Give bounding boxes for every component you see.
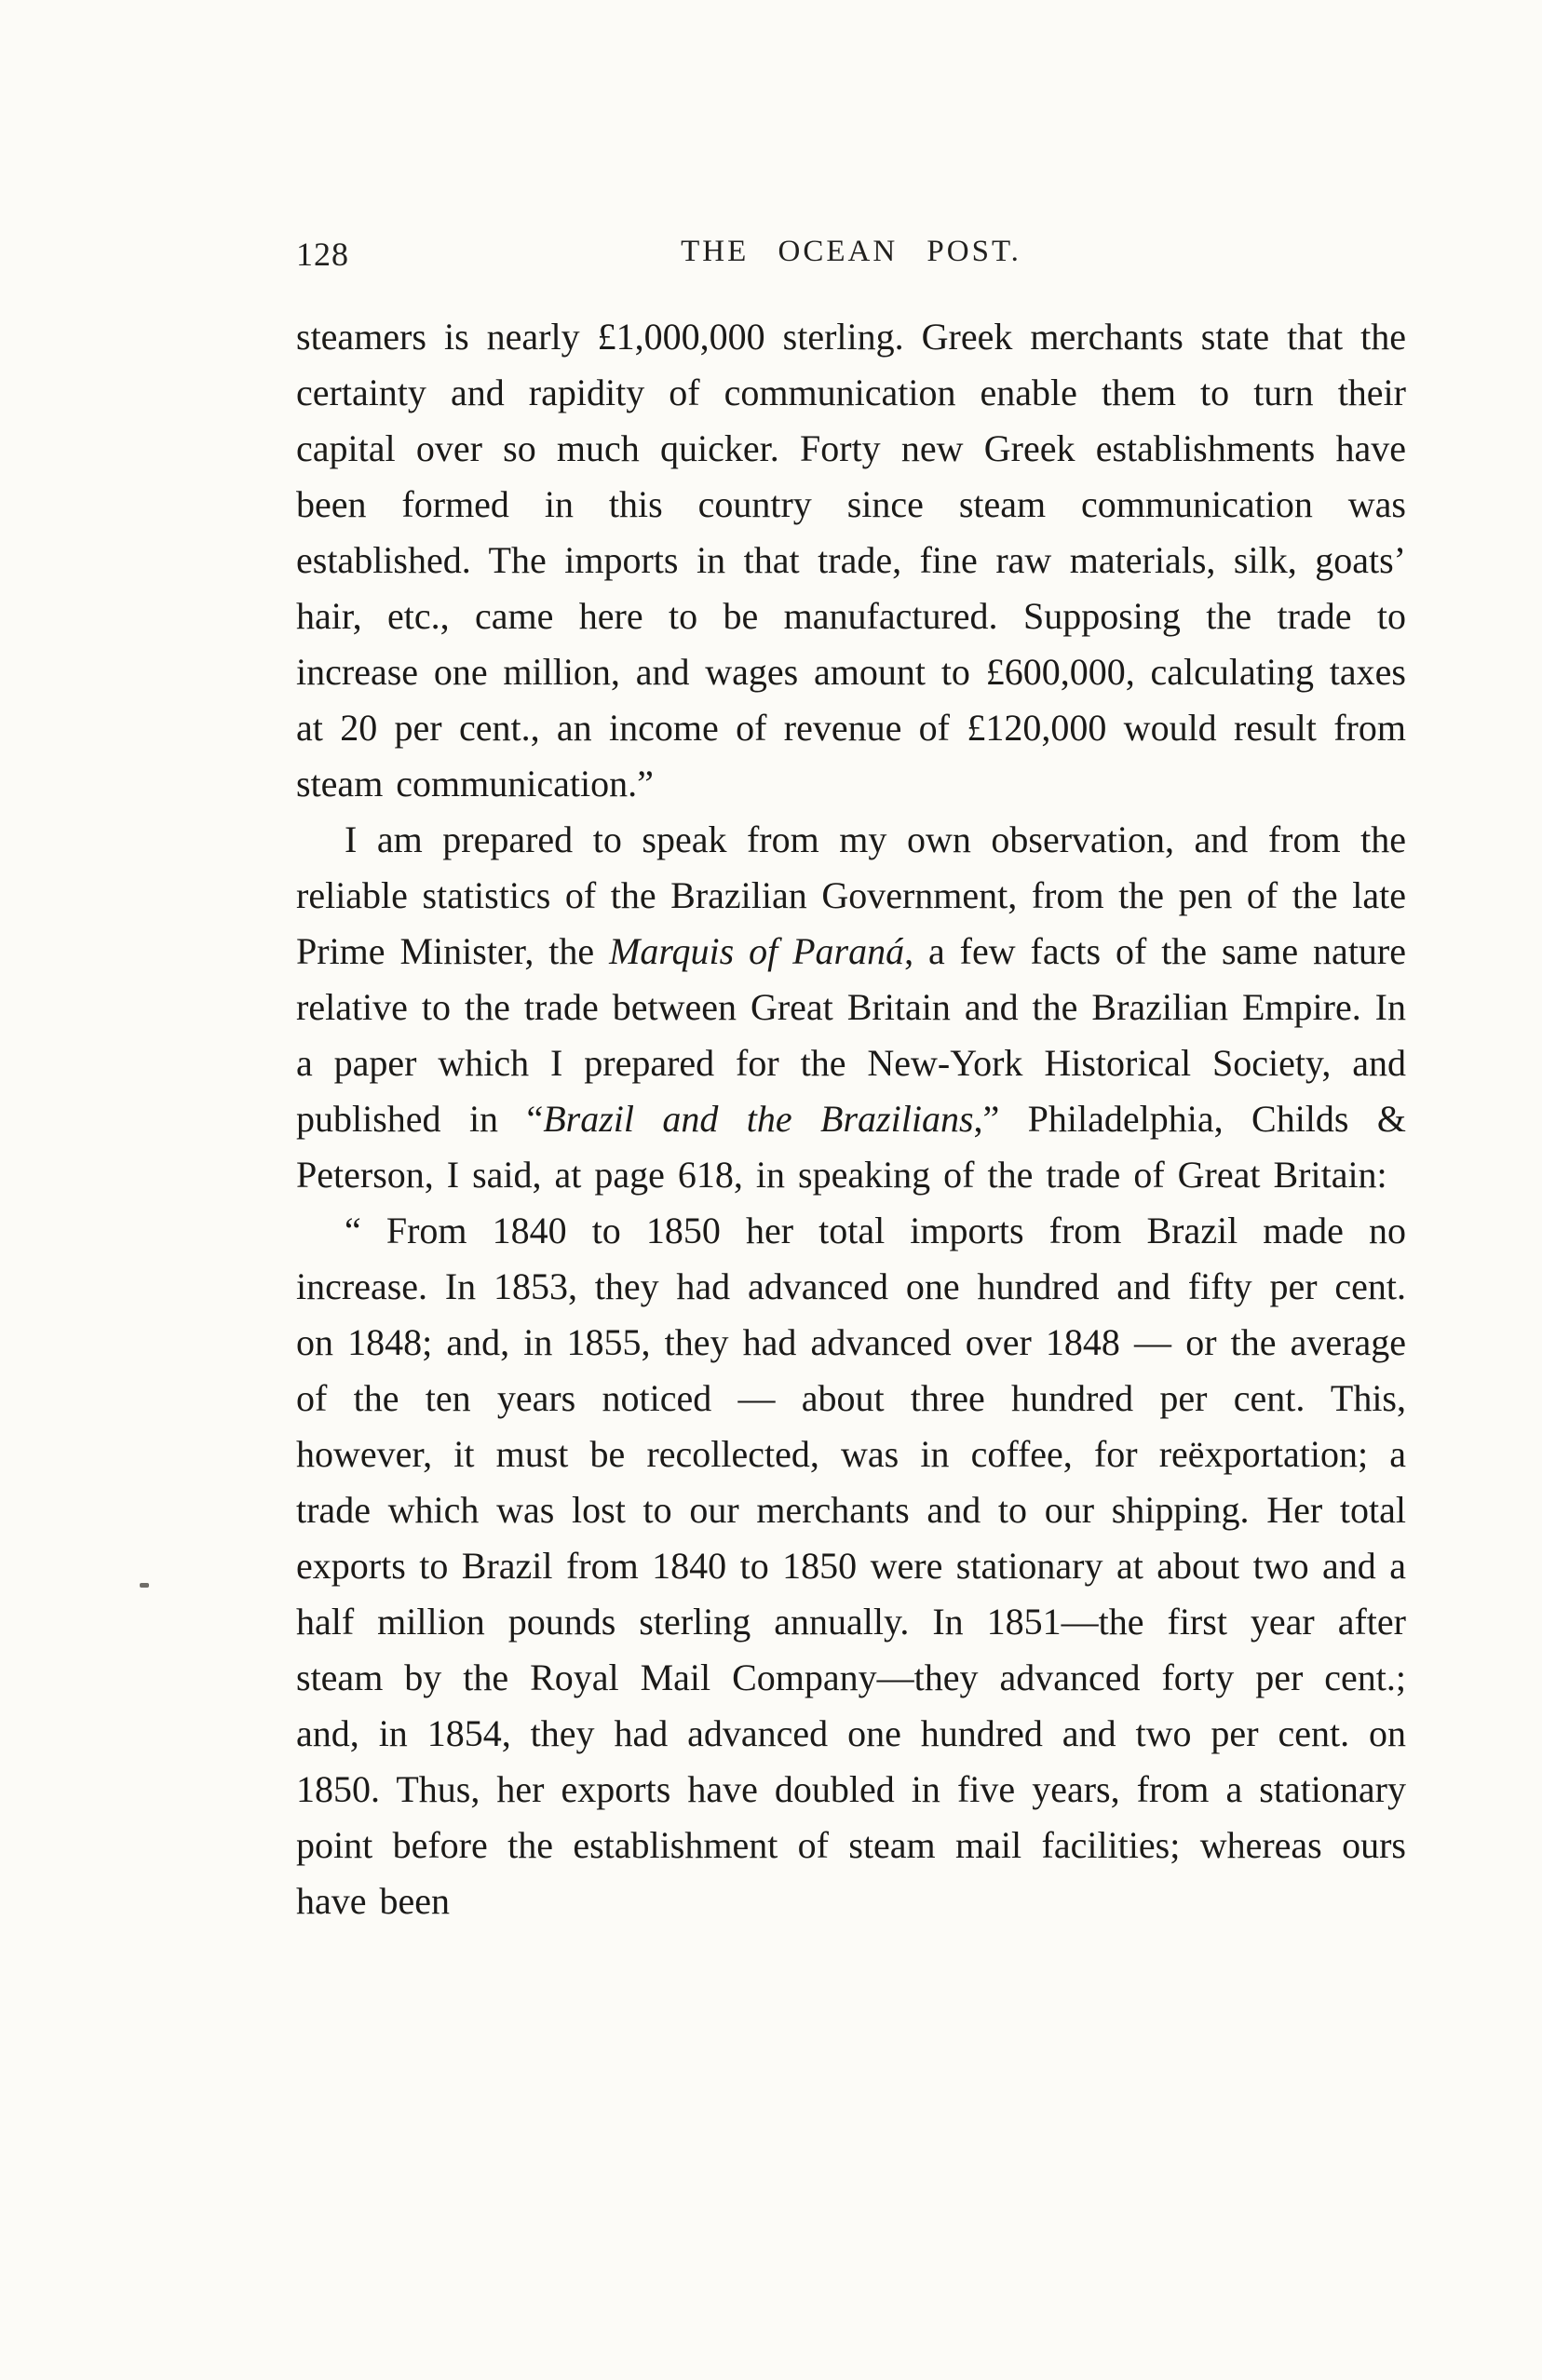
paragraph xyxy=(296,1203,1406,1929)
page-header xyxy=(296,235,1406,279)
scan-artifact-speck xyxy=(140,1583,149,1588)
body-text xyxy=(296,309,1406,1929)
text-run: “ From 1840 to 1850 her total imports from Brazil made no increase. In 1853, they had advanced one hundred and fifty per cent. on 1848; and, in 1855, they had advanced over 1848 — or the average of the ten years noticed — about three hundred per cent. This, however, it must be recollected, was in coffee, for reëxportation; a trade which was lost to our merchants and to our shipping. Her total exports to Brazil from 1840 to 1850 were stationary at about two and a half million pounds sterling annually. In 1851—the first year after steam by the Royal Mail Company—they advanced forty per cent.; and, in 1854, they had advanced one hundred and two per cent. on 1850. Thus, her exports have doubled in five years, from a stationary point before the establishment of steam mail facilities; whereas ours have been xyxy=(296,1210,1406,1922)
text-run: ,” Philadelphia, Childs & Peterson, I said, at page 618, in speaking of the trade of Great Britain: xyxy=(296,1098,1406,1196)
text-run: I am prepared to speak from my own observation, and from the reliable statistics of the Brazilian Government, from the pen of the late Prime Minister, the xyxy=(296,818,1406,972)
italic-text-run: Brazil and the Brazilians xyxy=(543,1098,974,1140)
text-run: steamers is nearly £1,000,000 sterling. Greek merchants state that the certainty and rapidity of communication enable them to turn their capital over so much quicker. Forty new Greek establishments have been formed in this country since steam communication was established. The imports in that trade, fine raw materials, silk, goats’ hair, etc., came here to be manufactured. Supposing the trade to increase one million, and wages amount to £600,000, calculating taxes at 20 per cent., an income of revenue of £120,000 would result from steam communication.” xyxy=(296,316,1406,805)
paragraph xyxy=(296,309,1406,812)
text-run: , a few facts of the same nature relative to the trade between Great Britain and the Brazilian Empire. In a paper which I prepared for the New-York Historical Society, and published in “ xyxy=(296,930,1407,1140)
page-number: 128 xyxy=(296,236,349,273)
italic-text-run: Marquis of Paraná xyxy=(609,930,905,972)
running-head: THE OCEAN POST. xyxy=(681,235,1021,268)
paragraph xyxy=(296,812,1406,1203)
